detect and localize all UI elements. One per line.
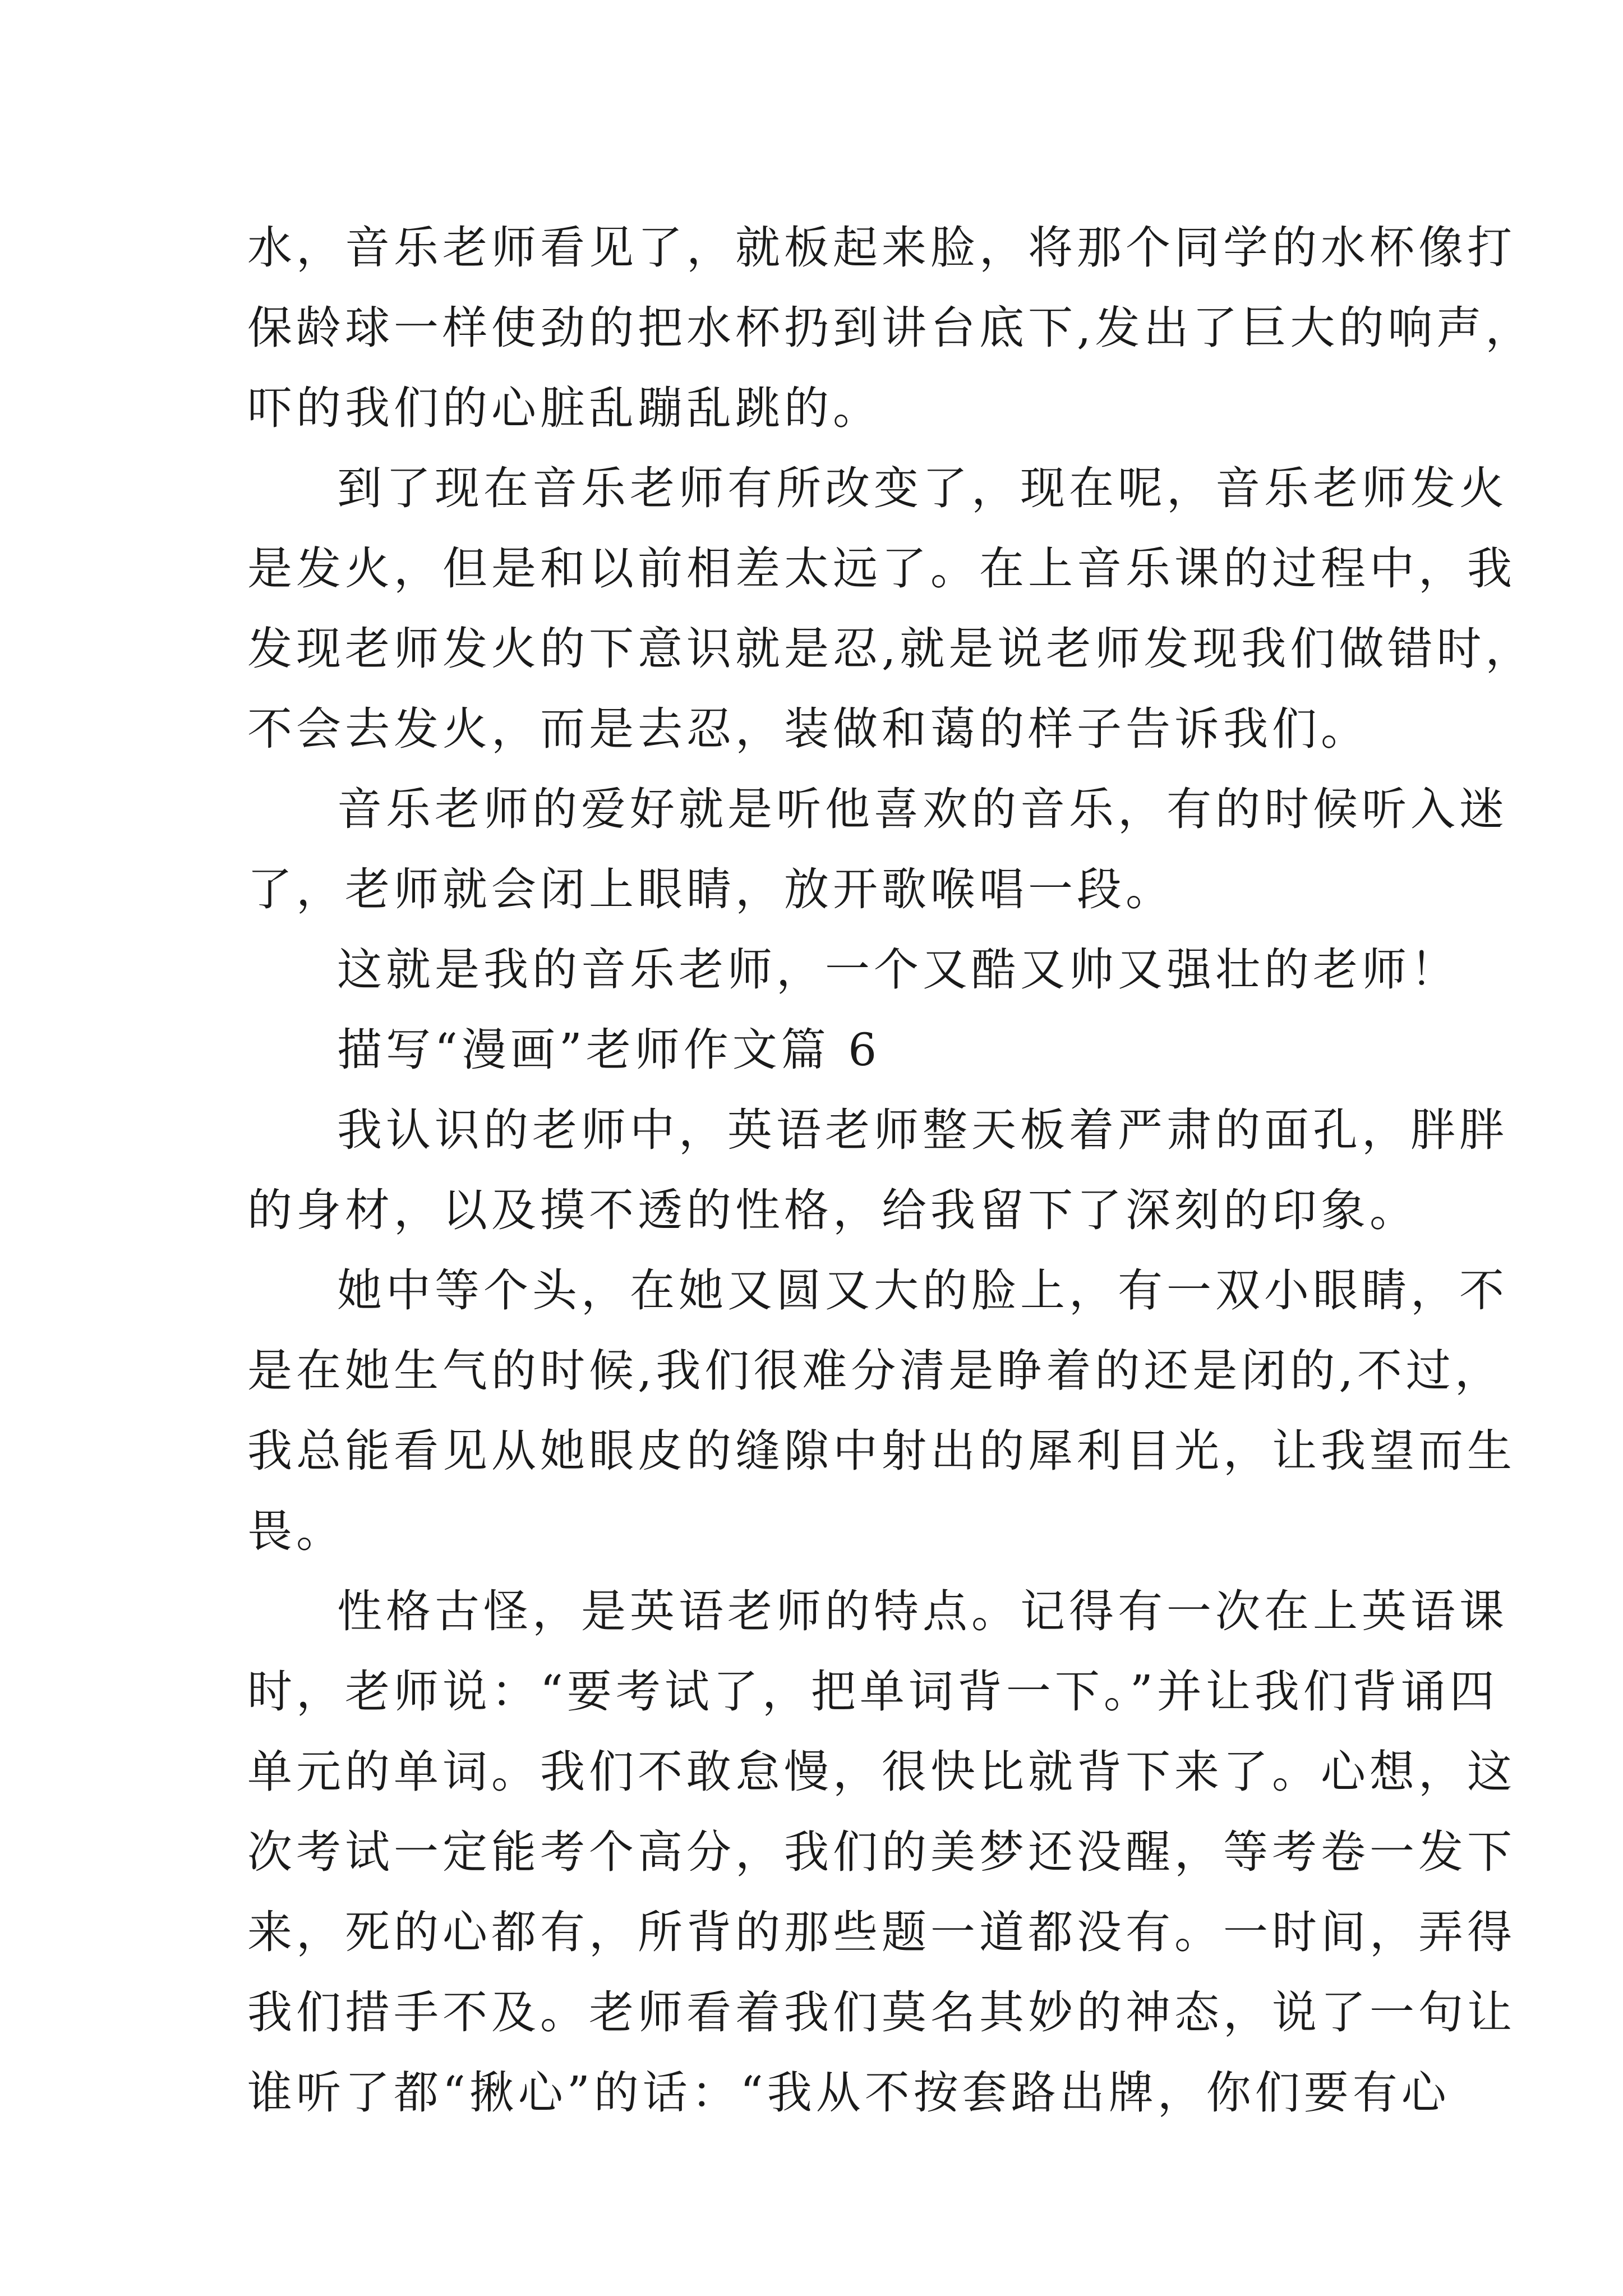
paragraph-start-line: 这就是我的音乐老师，一个又酷又帅又强壮的老师！ xyxy=(337,944,1459,996)
text-line: 是在她生气的时候,我们很难分清是睁着的还是闭的,不过， xyxy=(247,1345,1504,1397)
text-line: 不会去发火，而是去忍，装做和蔼的样子告诉我们。 xyxy=(247,703,1370,755)
document-body xyxy=(247,208,1534,2133)
paragraph-start-line: 我认识的老师中，英语老师整天板着严肃的面孔，胖胖 xyxy=(337,1104,1508,1156)
text-line: 发现老师发火的下意识就是忍,就是说老师发现我们做错时， xyxy=(247,623,1534,675)
text-line: 时，老师说：“要考试了，把单词背一下。”并让我们背诵四 xyxy=(247,1665,1498,1718)
text-line: 谁听了都“揪心”的话：“我从不按套路出牌，你们要有心 xyxy=(247,2067,1450,2119)
text-line: 单元的单词。我们不敢怠慢，很快比就背下来了。心想，这 xyxy=(247,1746,1516,1798)
paragraph-start-line: 她中等个头，在她又圆又大的脸上，有一双小眼睛，不 xyxy=(337,1264,1508,1317)
paragraph-start-line: 到了现在音乐老师有所改变了，现在呢，音乐老师发火 xyxy=(337,462,1508,514)
text-line: 了，老师就会闭上眼睛，放开歌喉唱一段。 xyxy=(247,863,1174,915)
paragraph-start-line: 性格古怪，是英语老师的特点。记得有一次在上英语课 xyxy=(337,1585,1508,1637)
text-line: 水，音乐老师看见了，就板起来脸，将那个同学的水杯像打 xyxy=(247,222,1516,274)
text-line: 吓的我们的心脏乱蹦乱跳的。 xyxy=(247,382,882,434)
text-line: 我们措手不及。老师看着我们莫名其妙的神态，说了一句让 xyxy=(247,1986,1516,2039)
text-line: 的身材，以及摸不透的性格，给我留下了深刻的印象。 xyxy=(247,1184,1418,1236)
text-line: 是发火，但是和以前相差太远了。在上音乐课的过程中，我 xyxy=(247,542,1516,595)
text-line: 保龄球一样使劲的把水杯扔到讲台底下,发出了巨大的响声， xyxy=(247,302,1534,354)
text-line: 我总能看见从她眼皮的缝隙中射出的犀利目光，让我望而生 xyxy=(247,1425,1516,1477)
text-line: 畏。 xyxy=(247,1505,345,1557)
text-line: 来，死的心都有，所背的那些题一道都没有。一时间，弄得 xyxy=(247,1906,1516,1958)
text-line: 次考试一定能考个高分，我们的美梦还没醒，等考卷一发下 xyxy=(247,1826,1516,1878)
section-heading: 描写“漫画”老师作文篇 6 xyxy=(337,1024,881,1076)
paragraph-start-line: 音乐老师的爱好就是听他喜欢的音乐，有的时候听入迷 xyxy=(337,783,1508,835)
